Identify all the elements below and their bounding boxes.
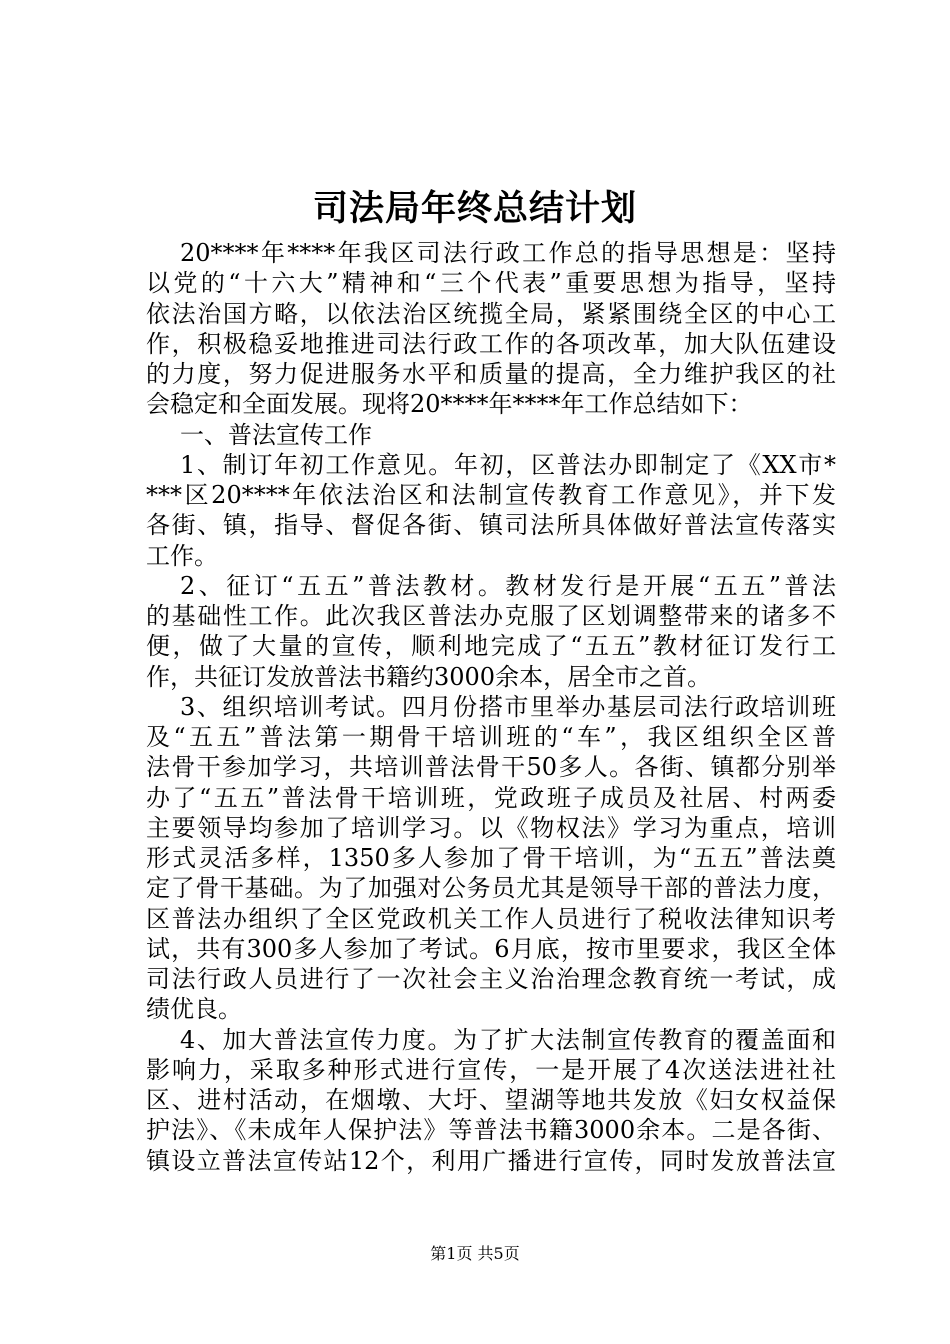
page-footer: 第1页 共5页 <box>430 1244 520 1263</box>
text-line: 及“五五”普法第一期骨干培训班的“车”，我区组织全区普 <box>146 723 836 751</box>
text-line: 主要领导均参加了培训学习。以《物权法》学习为重点，培训 <box>146 813 836 842</box>
text-line: ***区20****年依法治区和法制宣传教育工作意见》，并下发 <box>146 481 836 509</box>
text-line: 作，积极稳妥地推进司法行政工作的各项改革，加大队伍建设 <box>146 329 836 358</box>
text-line: 影响力，采取多种形式进行宣传，一是开展了4次送法进社社 <box>146 1055 836 1084</box>
text-line: 办了“五五”普法骨干培训班，党政班子成员及社居、村两委 <box>146 783 836 812</box>
document-body <box>146 238 836 1176</box>
text-line: 定了骨干基础。为了加强对公务员尤其是领导干部的普法力度， <box>146 874 836 903</box>
text-line: 1、制订年初工作意见。年初，区普法办即制定了《XX市* <box>180 450 836 479</box>
text-line: 法骨干参加学习，共培训普法骨干50多人。各街、镇都分别举 <box>146 753 836 782</box>
text-line: 镇设立普法宣传站12个，利用广播进行宣传，同时发放普法宣 <box>146 1146 836 1175</box>
text-line: 3、组织培训考试。四月份搭市里举办基层司法行政培训班 <box>180 692 836 721</box>
text-line: 绩优良。 <box>146 995 242 1024</box>
page-title: 司法局年终总结计划 <box>312 189 637 229</box>
text-line: 20****年****年我区司法行政工作总的指导思想是：坚持 <box>180 239 836 267</box>
text-line: 2、征订“五五”普法教材。教材发行是开展“五五”普法 <box>180 571 836 600</box>
text-line: 护法》、《未成年人保护法》等普法书籍3000余本。二是各街、 <box>146 1116 836 1145</box>
text-line: 会稳定和全面发展。现将20****年****年工作总结如下： <box>146 390 753 419</box>
text-line: 区普法办组织了全区党政机关工作人员进行了税收法律知识考 <box>146 904 836 933</box>
text-line: 的力度，努力促进服务水平和质量的提高，全力维护我区的社 <box>146 360 836 388</box>
text-line: 试，共有300多人参加了考试。6月底，按市里要求，我区全体 <box>146 934 836 963</box>
text-line: 依法治国方略，以依法治区统揽全局，紧紧围绕全区的中心工 <box>146 299 836 328</box>
text-line: 作，共征订发放普法书籍约3000余本，居全市之首。 <box>146 662 712 691</box>
text-line: 区、进村活动，在烟墩、大圩、望湖等地共发放《妇女权益保 <box>146 1086 836 1114</box>
text-line: 形式灵活多样，1350多人参加了骨干培训，为“五五”普法奠 <box>146 844 836 872</box>
text-line: 的基础性工作。此次我区普法办克服了区划调整带来的诸多不 <box>146 602 836 630</box>
text-line: 工作。 <box>146 541 218 570</box>
text-line: 4、加大普法宣传力度。为了扩大法制宣传教育的覆盖面和 <box>180 1025 836 1054</box>
text-line: 以党的“十六大”精神和“三个代表”重要思想为指导，坚持 <box>146 269 836 298</box>
text-line: 便，做了大量的宣传，顺利地完成了“五五”教材征订发行工 <box>146 632 836 661</box>
text-line: 司法行政人员进行了一次社会主义治治理念教育统一考试，成 <box>146 965 836 993</box>
text-line: 各街、镇，指导、督促各街、镇司法所具体做好普法宣传落实 <box>146 511 836 540</box>
text-line: 一、普法宣传工作 <box>180 420 372 449</box>
